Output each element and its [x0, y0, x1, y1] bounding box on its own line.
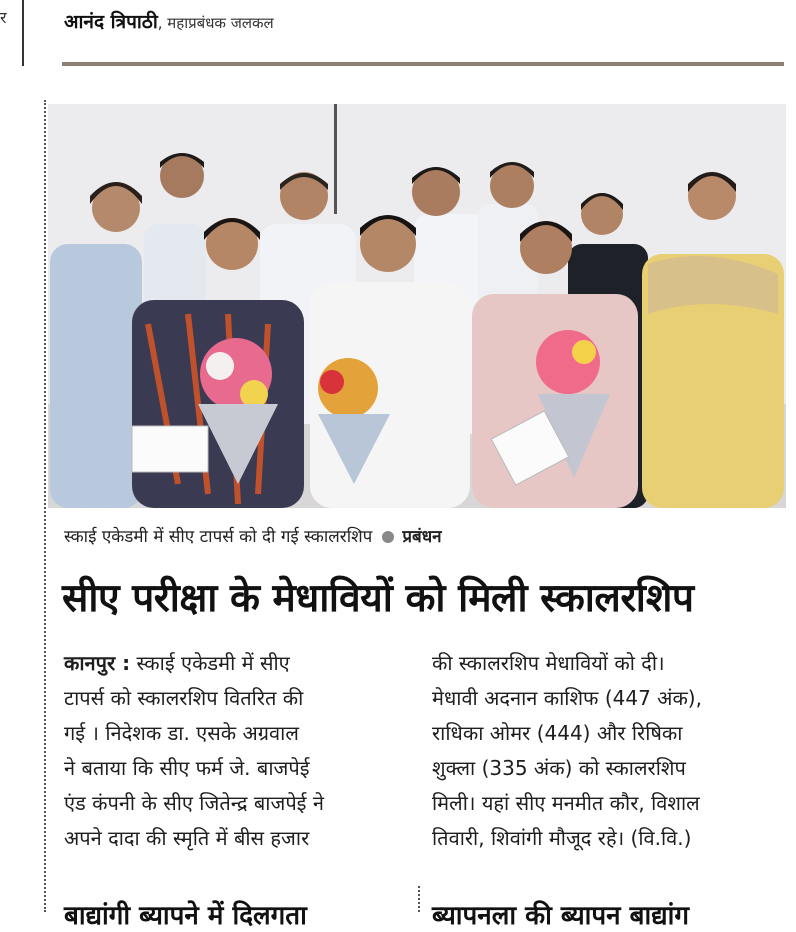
- article-line: एंड कंपनी के सीए जितेन्द्र बाजपेई ने: [64, 791, 324, 815]
- article-line: टापर्स को स्कालरशिप वितरित की: [64, 686, 304, 710]
- article-line: राधिका ओमर (444) और रिषिका: [432, 721, 683, 745]
- caption-category: प्रबंधन: [402, 527, 442, 547]
- group-photo-illustration: [48, 104, 786, 508]
- group-photo-image: [48, 104, 786, 508]
- article-line: अपने दादा की स्मृति में बीस हजार: [64, 826, 310, 850]
- article-column-left: [64, 646, 409, 856]
- article-dateline: कानपुर :: [64, 651, 131, 675]
- section-divider: [62, 62, 784, 66]
- photo-caption: [64, 524, 442, 547]
- column-rule-left: [44, 100, 46, 912]
- article-line: गई । निदेशक डा. एसके अग्रवाल: [64, 721, 299, 745]
- byline: [64, 8, 274, 34]
- byline-role: , महाप्रबंधक जलकल: [157, 14, 274, 32]
- article-line: तिवारी, शिवांगी मौजूद रहे। (वि.वि.): [432, 826, 692, 850]
- article-line: की स्कालरशिप मेधावियों को दी।: [432, 651, 665, 675]
- article-line: [64, 646, 409, 681]
- article-line: मिली। यहां सीए मनमीत कौर, विशाल: [432, 791, 700, 815]
- article-line: मेधावी अदनान काशिफ (447 अंक),: [432, 686, 702, 710]
- next-article-headline-left: बाद्यांगी ब्यापने में दिलगता: [64, 901, 307, 931]
- adjacent-column-fragment: र: [0, 8, 7, 27]
- article-line-text: स्काई एकेडमी में सीए: [130, 651, 290, 675]
- article-line: ने बताया कि सीए फर्म जे. बाजपेई: [64, 756, 310, 780]
- bullet-dot-icon: [382, 531, 394, 543]
- byline-name: आनंद त्रिपाठी: [64, 11, 158, 33]
- column-rule-bottom: [418, 886, 420, 912]
- article-column-right: [432, 646, 784, 856]
- next-article-headline-right: ब्यापनला की ब्यापन बाद्यांग: [432, 901, 689, 931]
- caption-text: स्काई एकेडमी में सीए टापर्स को दी गई स्कालरशिप: [64, 527, 373, 547]
- column-rule-top-left: [22, 0, 24, 66]
- article-line: शुक्ला (335 अंक) को स्कालरशिप: [432, 756, 686, 780]
- article-headline: सीए परीक्षा के मेधावियों को मिली स्कालरशिप: [62, 576, 694, 621]
